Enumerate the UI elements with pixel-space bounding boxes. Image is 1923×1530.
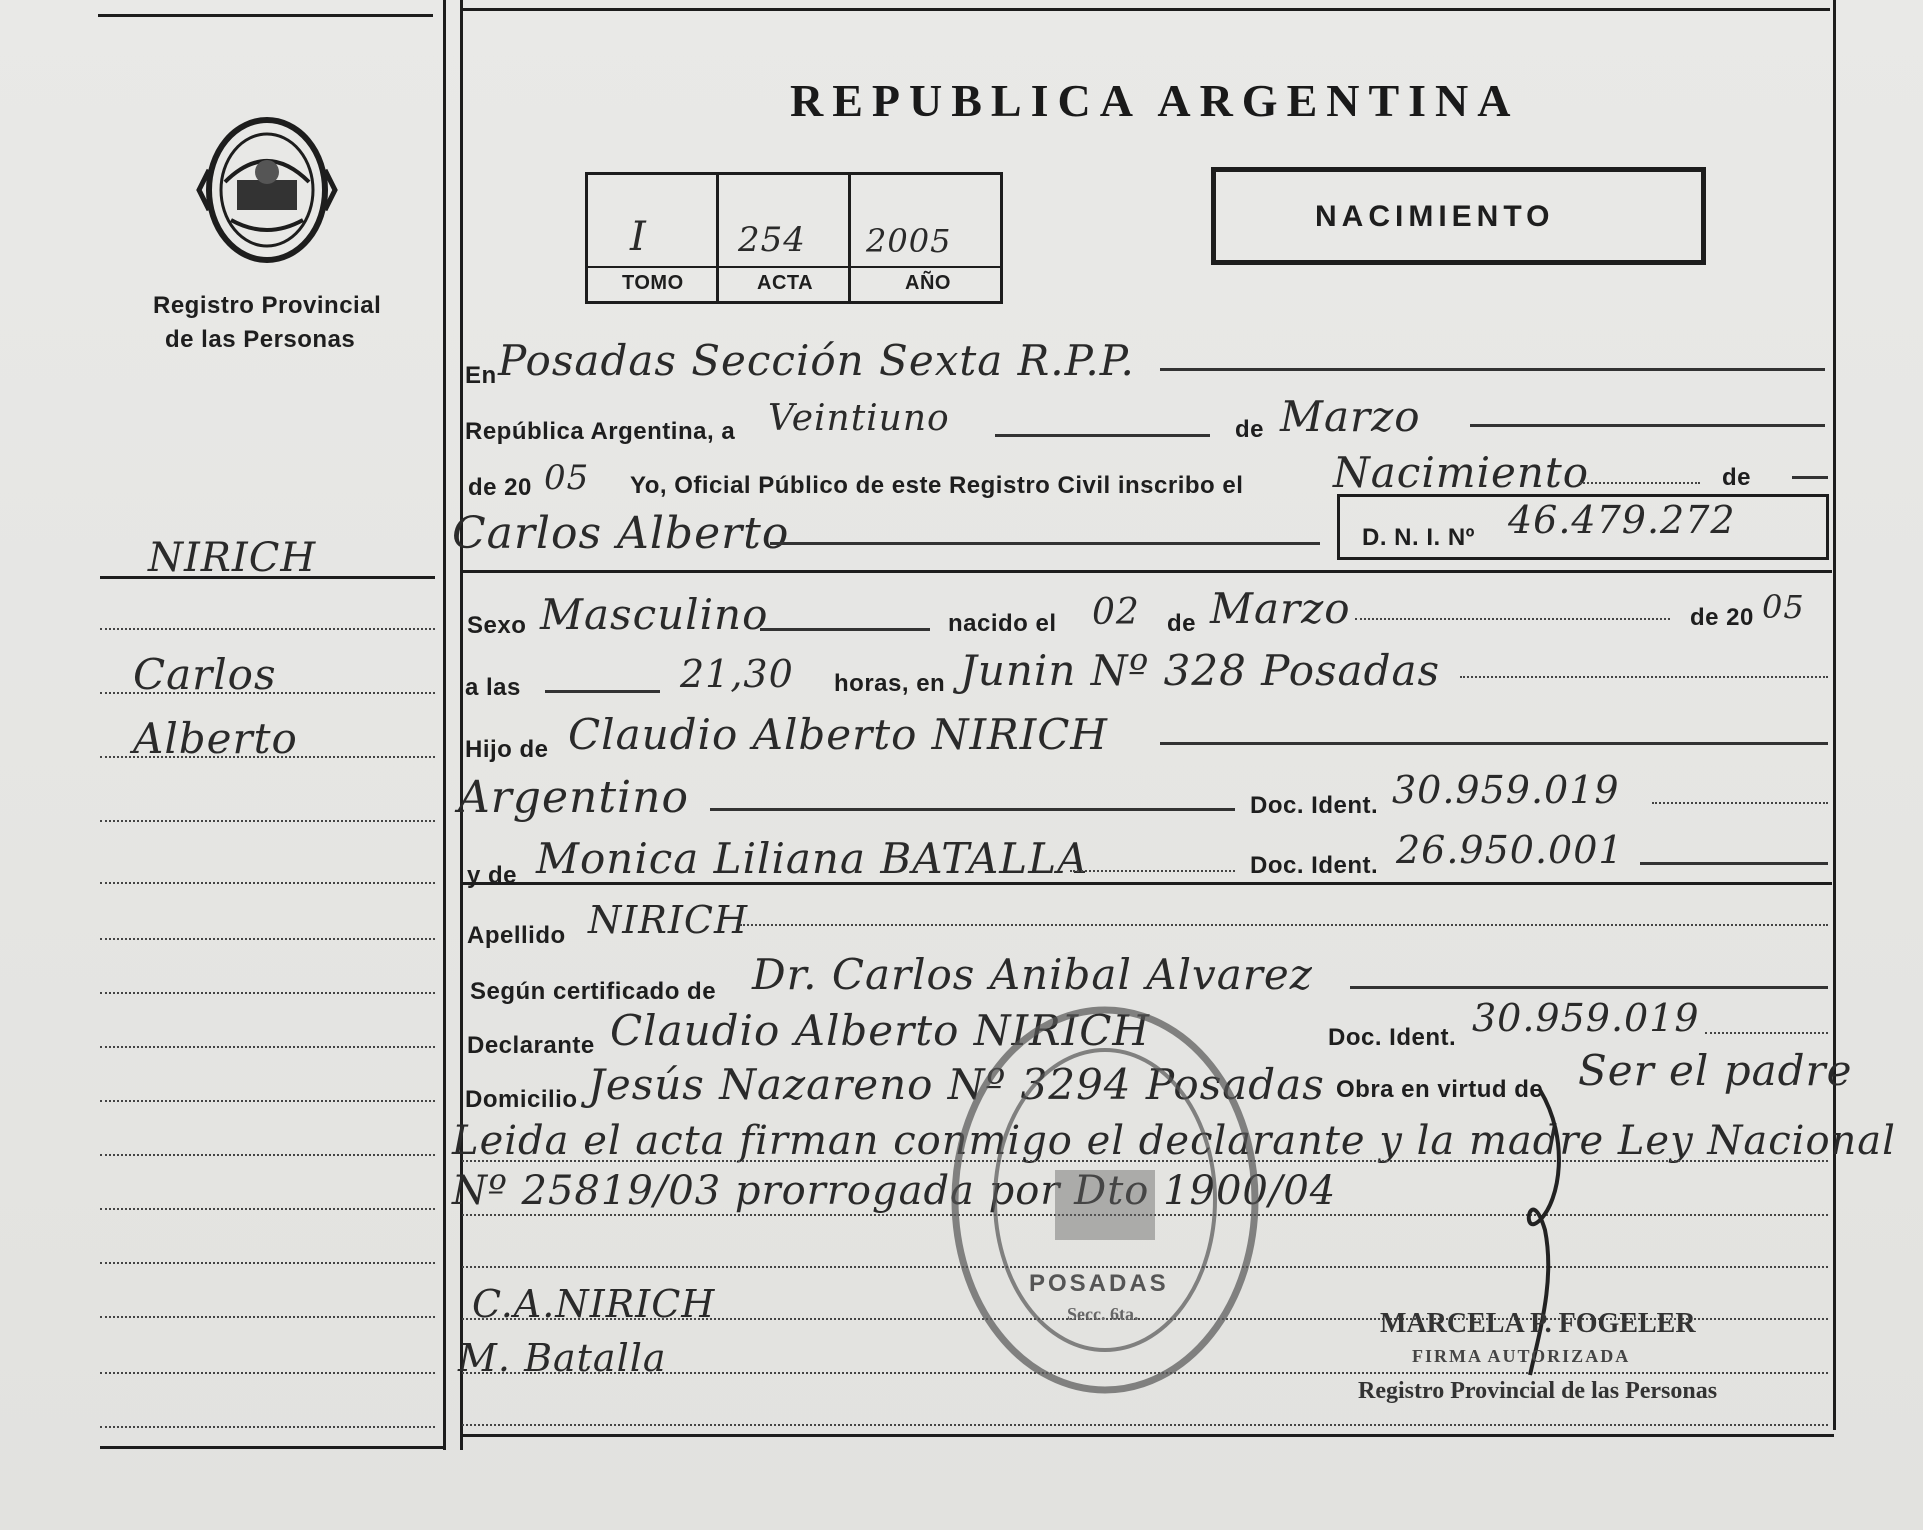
official-stamp	[945, 1000, 1265, 1400]
sidebar-surname: NIRICH	[148, 535, 317, 581]
fill-line	[1460, 676, 1828, 678]
sidebar-bottom-rule	[100, 1446, 445, 1449]
sidebar-dotted-line	[100, 992, 435, 994]
sidebar-dotted-line	[100, 1262, 435, 1264]
anio-label: AÑO	[905, 272, 951, 294]
top-rule-left	[98, 14, 433, 17]
birth-year-prefix: de 20	[1690, 604, 1754, 631]
declarante-label: Declarante	[467, 1032, 595, 1059]
sidebar-given-name-1: Carlos	[133, 650, 277, 699]
doc-ident-label: Doc. Ident.	[1250, 792, 1379, 819]
provincial-seal-icon	[195, 110, 340, 270]
sidebar-dotted-line	[100, 938, 435, 940]
fill-line	[1705, 1032, 1828, 1034]
acta-label: ACTA	[757, 272, 814, 294]
en-label: En	[465, 362, 497, 389]
sidebar-surname-rule	[100, 576, 435, 579]
sidebar-dotted-line	[100, 692, 435, 694]
declarante-doc: 30.959.019	[1472, 996, 1700, 1040]
father-nationality: Argentino	[458, 772, 689, 823]
form-left-border	[460, 0, 463, 1450]
hour-value: 21,30	[680, 652, 794, 696]
domicilio-label: Domicilio	[465, 1086, 578, 1113]
fill-line	[770, 542, 1320, 545]
top-rule-right	[460, 8, 1830, 11]
fill-line	[1652, 802, 1828, 804]
oficial-text: Yo, Oficial Público de este Registro Civil inscribo el	[630, 472, 1244, 499]
tomo-value: I	[630, 214, 647, 260]
sidebar-dotted-line	[100, 882, 435, 884]
fill-line	[1640, 862, 1828, 865]
mother-signature: M. Batalla	[458, 1336, 667, 1380]
fill-line	[1355, 618, 1670, 620]
official-role: FIRMA AUTORIZADA	[1412, 1346, 1631, 1366]
fill-line	[1792, 476, 1828, 479]
year-value: 05	[544, 458, 590, 498]
father-doc: 30.959.019	[1392, 768, 1620, 812]
sidebar-dotted-line	[100, 1372, 435, 1374]
country-title: REPUBLICA ARGENTINA	[790, 75, 1520, 126]
sidebar-dotted-line	[100, 1046, 435, 1048]
fill-line	[995, 434, 1210, 437]
obra-value: Ser el padre	[1578, 1046, 1853, 1095]
certificado-label: Según certificado de	[470, 978, 717, 1005]
sexo-label: Sexo	[467, 612, 527, 639]
obra-label: Obra en virtud de	[1336, 1076, 1544, 1103]
certificado-value: Dr. Carlos Anibal Alvarez	[752, 950, 1313, 999]
stamp-ring-icon	[945, 1000, 1265, 1400]
registry-line2: de las Personas	[165, 326, 356, 353]
dni-label: D. N. I. Nº	[1362, 524, 1475, 551]
record-box-label-rule	[585, 266, 1003, 268]
fill-line	[1470, 424, 1825, 427]
apellido-value: NIRICH	[588, 898, 749, 942]
fill-line	[1580, 482, 1700, 484]
republica-label: República Argentina, a	[465, 418, 736, 445]
domicilio-value: Jesús Nazareno Nº 3294 Posadas	[588, 1060, 1325, 1109]
de-label: de	[1235, 416, 1265, 443]
fill-line	[462, 1424, 1828, 1426]
a-las-label: a las	[465, 674, 521, 701]
birth-year: 05	[1762, 588, 1805, 626]
place-value: Junin Nº 328 Posadas	[960, 646, 1441, 695]
fill-line	[1160, 742, 1828, 745]
declarante-value: Claudio Alberto NIRICH	[610, 1006, 1151, 1055]
horas-label: horas, en	[834, 670, 946, 697]
sidebar-dotted-line	[100, 820, 435, 822]
tomo-label: TOMO	[622, 272, 684, 294]
sidebar-dotted-line	[100, 1426, 435, 1428]
fill-line	[1160, 368, 1825, 371]
stamp-sub: Secc. 6ta.	[1067, 1304, 1139, 1324]
sexo-value: Masculino	[540, 590, 769, 639]
father-value: Claudio Alberto NIRICH	[568, 710, 1109, 759]
inscribe-value: Nacimiento	[1333, 448, 1590, 497]
year-prefix: de 20	[468, 474, 532, 501]
fill-line	[1070, 870, 1235, 872]
day-value: Veintiuno	[768, 398, 950, 439]
official-name: MARCELA P. FOGELER	[1380, 1308, 1696, 1339]
sidebar-dotted-line	[100, 1316, 435, 1318]
nacido-label: nacido el	[948, 610, 1057, 637]
doc-ident-label-2: Doc. Ident.	[1250, 852, 1379, 879]
sidebar-divider	[443, 0, 446, 1450]
sidebar-dotted-line	[100, 756, 435, 758]
y-de-label: y de	[467, 862, 518, 889]
observations-line2: Nº 25819/03 prorrogada por Dto 1900/04	[452, 1168, 1337, 1214]
section-rule	[462, 570, 1832, 573]
de-label2: de	[1722, 464, 1752, 491]
sidebar-given-name-2: Alberto	[133, 714, 298, 763]
acta-value: 254	[738, 220, 806, 260]
en-value: Posadas Sección Sexta R.P.P.	[498, 336, 1135, 385]
name-value: Carlos Alberto	[452, 508, 790, 559]
declarant-signature: C.A.NIRICH	[472, 1282, 716, 1326]
apellido-label: Apellido	[467, 922, 566, 949]
form-right-border	[1833, 0, 1836, 1430]
stamp-city: POSADAS	[1029, 1270, 1169, 1297]
observations-line1: Leida el acta firman conmigo el declarante y la madre Ley Nacional	[452, 1118, 1896, 1164]
dni-value: 46.479.272	[1508, 498, 1736, 542]
sidebar-dotted-line	[100, 1100, 435, 1102]
birth-month: Marzo	[1210, 584, 1351, 633]
sidebar-dotted-line	[100, 1208, 435, 1210]
mother-doc: 26.950.001	[1396, 828, 1624, 872]
de-label3: de	[1167, 610, 1197, 637]
birth-day: 02	[1092, 592, 1140, 633]
registry-line1: Registro Provincial	[153, 292, 382, 319]
official-org: Registro Provincial de las Personas	[1358, 1378, 1718, 1404]
month-value: Marzo	[1280, 392, 1421, 441]
form-bottom-rule	[462, 1434, 1834, 1437]
record-box-divider	[716, 172, 719, 304]
fill-line	[760, 628, 930, 631]
section-rule	[462, 882, 1832, 885]
sidebar-dotted-line	[100, 1154, 435, 1156]
fill-line	[1350, 986, 1828, 989]
anio-value: 2005	[866, 222, 952, 260]
doc-ident-label-3: Doc. Ident.	[1328, 1024, 1457, 1051]
record-box-divider	[848, 172, 851, 304]
mother-value: Monica Liliana BATALLA	[536, 834, 1089, 883]
fill-line	[710, 808, 1235, 811]
hijo-label: Hijo de	[465, 736, 549, 763]
fill-line	[740, 924, 1828, 926]
sidebar-dotted-line	[100, 628, 435, 630]
record-type: NACIMIENTO	[1315, 200, 1555, 233]
fill-line	[545, 690, 660, 693]
